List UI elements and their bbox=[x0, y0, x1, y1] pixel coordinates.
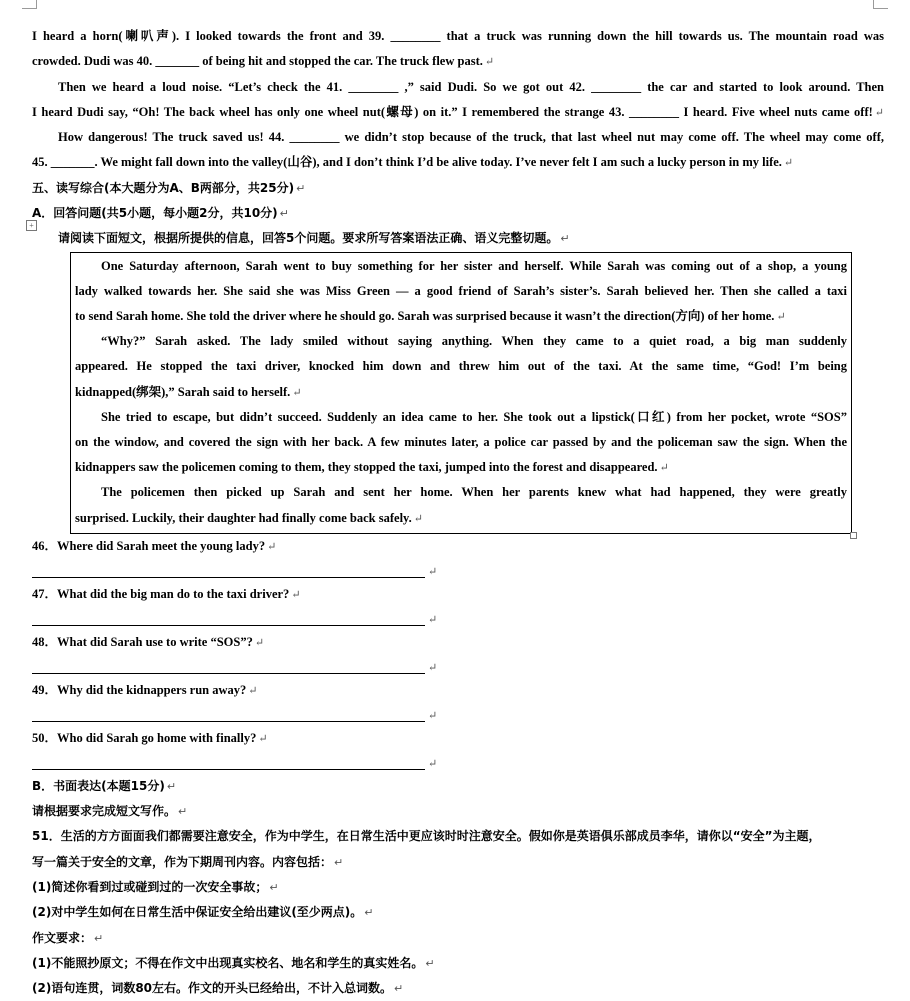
passage-line: Then we heard a loud noise. “Let’s check the 41. ________ ,” said Dudi. So we got out 42. ________ the car and started to look around. Then bbox=[58, 79, 884, 94]
reading-line: kidnappers saw the policemen coming to them, they stopped the taxi, jumped into the forest and disappeared. ↵ bbox=[75, 460, 669, 475]
requirement-item: (2)语句连贯，词数80左右。作文的开头已经给出，不计入总词数。 ↵ bbox=[32, 981, 404, 996]
content-point: (1)简述你看到过或碰到过的一次安全事故； ↵ bbox=[32, 879, 279, 894]
requirements-heading: 作文要求： ↵ bbox=[32, 930, 104, 945]
writing-prompt-line: 写一篇关于安全的文章，作为下期周刊内容。内容包括： ↵ bbox=[32, 854, 344, 869]
content-point: (2)对中学生如何在日常生活中保证安全给出建议(至少两点)。 ↵ bbox=[32, 905, 374, 920]
reading-passage-box bbox=[70, 252, 852, 534]
document-page bbox=[32, 24, 884, 1001]
question-item: 50．Who did Sarah go home with finally? ↵ bbox=[32, 730, 268, 745]
passage-line: crowded. Dudi was 40. _______ of being hit and stopped the car. The truck flew past. ↵ bbox=[32, 54, 495, 69]
answer-line[interactable]: ↵ bbox=[32, 606, 884, 630]
passage-line: I heard Dudi say, “Oh! The back wheel has only one wheel nut(螺母) on it.” I remembered the strange 43. ________ I heard. Five wheel nuts came off! ↵ bbox=[32, 104, 884, 119]
passage-line: I heard a horn(喇叭声). I looked towards the front and 39. ________ that a truck was running down the hill towards us. The mountain road was bbox=[32, 29, 884, 43]
writing-prompt-line: 51．生活的方方面面我们都需要注意安全，作为中学生，在日常生活中更应该时时注意安全。假如你是英语俱乐部成员李华，请你以“安全”为主题， bbox=[32, 829, 821, 844]
questions-list bbox=[32, 534, 884, 774]
question-item: 49．Why did the kidnappers run away? ↵ bbox=[32, 682, 258, 697]
table-move-anchor-icon[interactable]: + bbox=[26, 220, 37, 231]
passage-line: 45. _______. We might fall down into the valley(山谷), and I don’t think I’d be alive today. I’ve never felt I am such a lucky person in my life. ↵ bbox=[32, 155, 794, 170]
answer-line[interactable]: ↵ bbox=[32, 750, 884, 774]
part-b-instruction: 请根据要求完成短文写作。 ↵ bbox=[32, 804, 188, 819]
reading-line: She tried to escape, but didn’t succeed. Suddenly an idea came to her. She took out a lipstick(口红) from her pocket, wrote “SOS” bbox=[101, 409, 847, 424]
page-corner-mark-left bbox=[22, 0, 37, 9]
section-heading: 五、读写综合(本大题分为A、B两部分，共25分) ↵ bbox=[32, 180, 306, 195]
requirement-item: (1)不能照抄原文；不得在作文中出现真实校名、地名和学生的真实姓名。 ↵ bbox=[32, 955, 435, 970]
reading-line: on the window, and covered the sign with her back. A few minutes later, a police car passed by and the policeman saw the sign. When the bbox=[75, 434, 847, 449]
reading-line: One Saturday afternoon, Sarah went to buy something for her sister and herself. While Sarah was coming out of a shop, a young bbox=[101, 258, 847, 273]
reading-line: The policemen then picked up Sarah and sent her home. When her parents knew what had happened, they were greatly bbox=[101, 485, 847, 500]
reading-line: to send Sarah home. She told the driver where he should go. Sarah was surprised because it wasn’t the direction(方向) of her home. ↵ bbox=[75, 309, 786, 324]
page-corner-mark-right bbox=[873, 0, 888, 9]
answer-line[interactable]: ↵ bbox=[32, 654, 884, 678]
passage-line: How dangerous! The truck saved us! 44. ________ we didn’t stop because of the truck, that last wheel nut may come off. The wheel may come off, bbox=[58, 130, 884, 145]
reading-line: kidnapped(绑架),” Sarah said to herself. ↵ bbox=[75, 384, 302, 399]
part-a-heading: A．回答问题(共5小题，每小题2分，共10分) ↵ bbox=[32, 206, 289, 221]
cloze-passage-end bbox=[32, 24, 884, 176]
part-a-instruction: 请阅读下面短文，根据所提供的信息，回答5个问题。要求所写答案语法正确、语义完整切题。 ↵ bbox=[58, 231, 570, 246]
reading-line: surprised. Luckily, their daughter had finally come back safely. ↵ bbox=[75, 510, 423, 525]
reading-line: “Why?” Sarah asked. The lady smiled without saying anything. When they came to a quiet road, a big man suddenly bbox=[101, 334, 847, 349]
answer-line[interactable]: ↵ bbox=[32, 558, 884, 582]
part-b-heading: B．书面表达(本题15分) ↵ bbox=[32, 778, 177, 793]
question-item: 47．What did the big man do to the taxi driver? ↵ bbox=[32, 586, 301, 601]
reading-line: appeared. He stopped the taxi driver, knocked him down and threw him out of the taxi. At the same time, “God! I’m being bbox=[75, 359, 847, 374]
question-item: 46．Where did Sarah meet the young lady? ↵ bbox=[32, 538, 277, 553]
textbox-resize-handle[interactable] bbox=[850, 532, 857, 539]
reading-line: lady walked towards her. She said she was Miss Green — a good friend of Sarah’s sister’s. Sarah believed her. Then she called a taxi bbox=[75, 283, 847, 298]
answer-line[interactable]: ↵ bbox=[32, 702, 884, 726]
question-item: 48．What did Sarah use to write “SOS”? ↵ bbox=[32, 634, 265, 649]
